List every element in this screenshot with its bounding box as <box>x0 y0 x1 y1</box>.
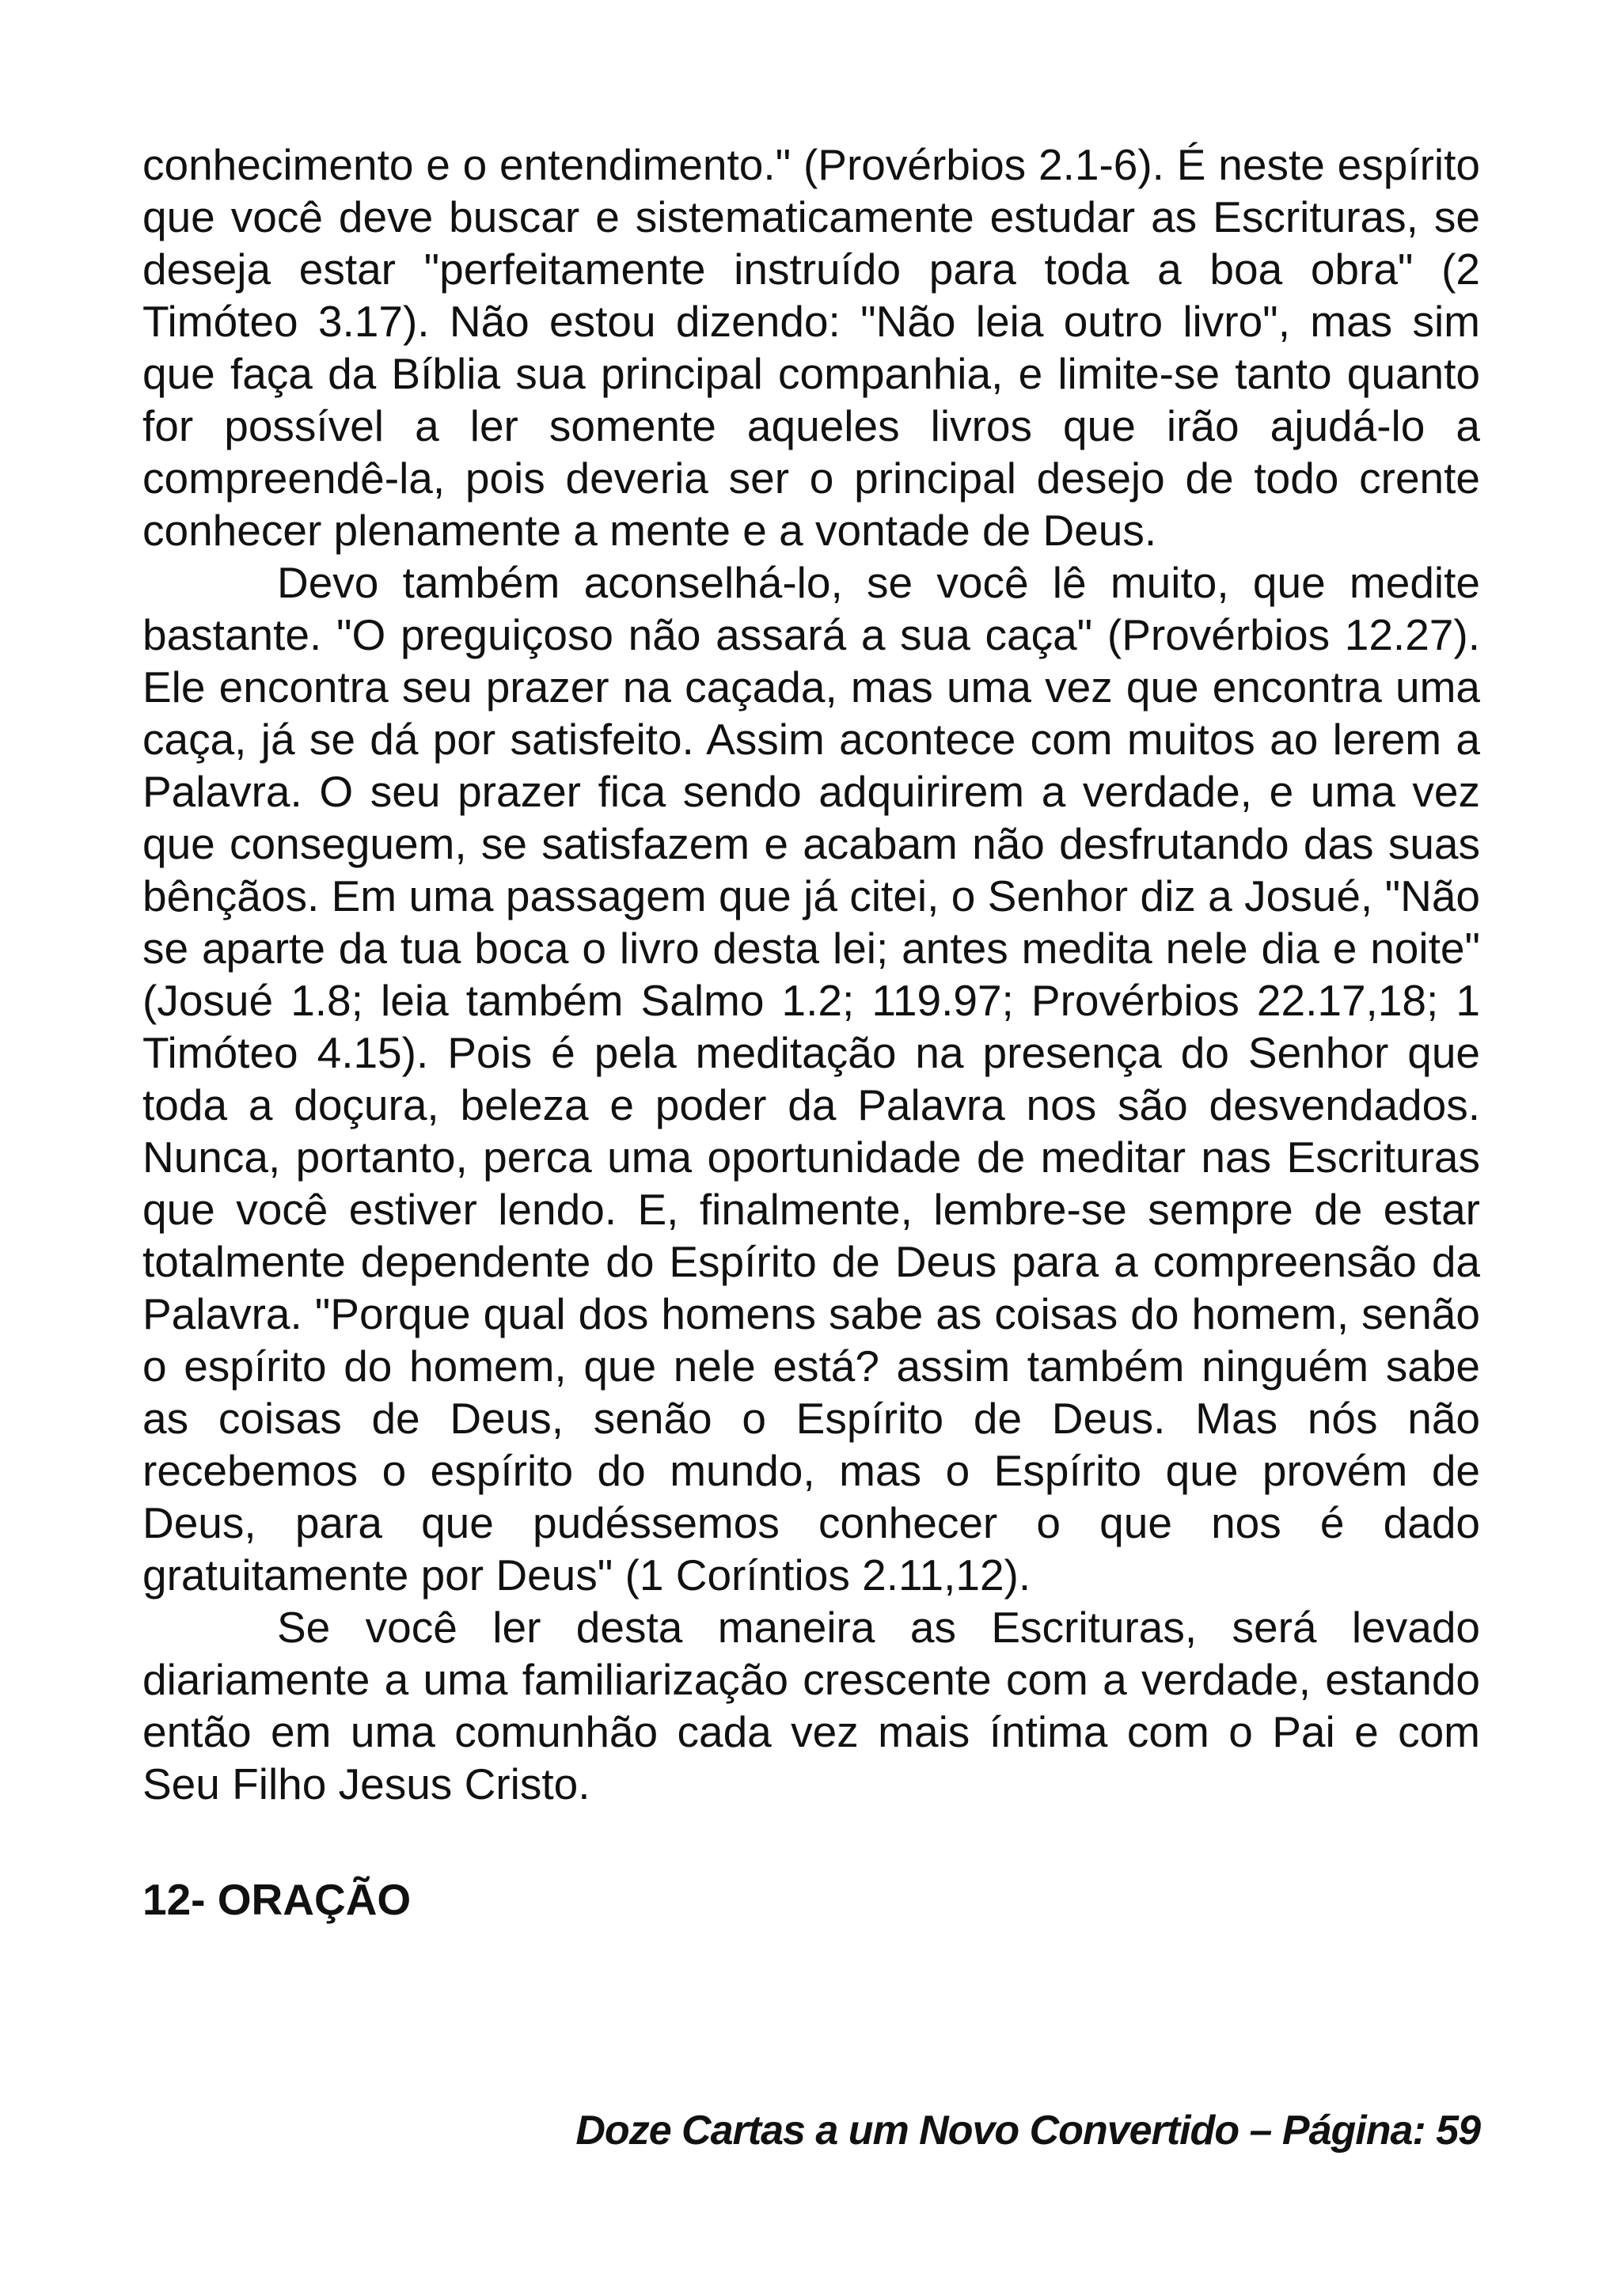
paragraph-1: conhecimento e o entendimento." (Provérbios 2.1-6). É neste espírito que você deve buscar e sistematicamente estudar as Escrituras, se deseja estar "perfeitamente instruído para toda a boa obra" (2 Timóteo 3.17). Não estou dizendo: "Não leia outro livro", mas sim que faça da Bíblia sua principal companhia, e limite-se tanto quanto for possível a ler somente aqueles livros que irão ajudá-lo a compreendê-la, pois deveria ser o principal desejo de todo crente conhecer plenamente a mente e a vontade de Deus. <box>142 140 1480 555</box>
paragraph-2: Devo também aconselhá-lo, se você lê muito, que medite bastante. "O preguiçoso não assará a sua caça" (Provérbios 12.27). Ele encontra seu prazer na caçada, mas uma vez que encontra uma caça, já se dá por satisfeito. Assim acontece com muitos ao lerem a Palavra. O seu prazer fica sendo adquirirem a verdade, e uma vez que conseguem, se satisfazem e acabam não desfrutando das suas bênçãos. Em uma passagem que já citei, o Senhor diz a Josué, "Não se aparte da tua boca o livro desta lei; antes medita nele dia e noite" (Josué 1.8; leia também Salmo 1.2; 119.97; Provérbios 22.17,18; 1 Timóteo 4.15). Pois é pela meditação na presença do Senhor que toda a doçura, beleza e poder da Palavra nos são desvendados. Nunca, portanto, perca uma oportunidade de meditar nas Escrituras que você estiver lendo. E, finalmente, lembre-se sempre de estar totalmente dependente do Espírito de Deus para a compreensão da Palavra. "Porque qual dos homens sabe as coisas do homem, senão o espírito do homem, que nele está? assim também ninguém sabe as coisas de Deus, senão o Espírito de Deus. Mas nós não recebemos o espírito do mundo, mas o Espírito que provém de Deus, para que pudéssemos conhecer o que nos é dado gratuitamente por Deus" (1 Coríntios 2.11,12). <box>142 558 1480 1600</box>
section-heading: 12- ORAÇÃO <box>142 1875 412 1924</box>
page-footer: Doze Cartas a um Novo Convertido – Página: 59 <box>575 2108 1480 2154</box>
page-body <box>142 139 1480 1926</box>
paragraph-3: Se você ler desta maneira as Escrituras, será levado diariamente a uma familiarização crescente com a verdade, estando então em uma comunhão cada vez mais íntima com o Pai e com Seu Filho Jesus Cristo. <box>142 1603 1480 1808</box>
